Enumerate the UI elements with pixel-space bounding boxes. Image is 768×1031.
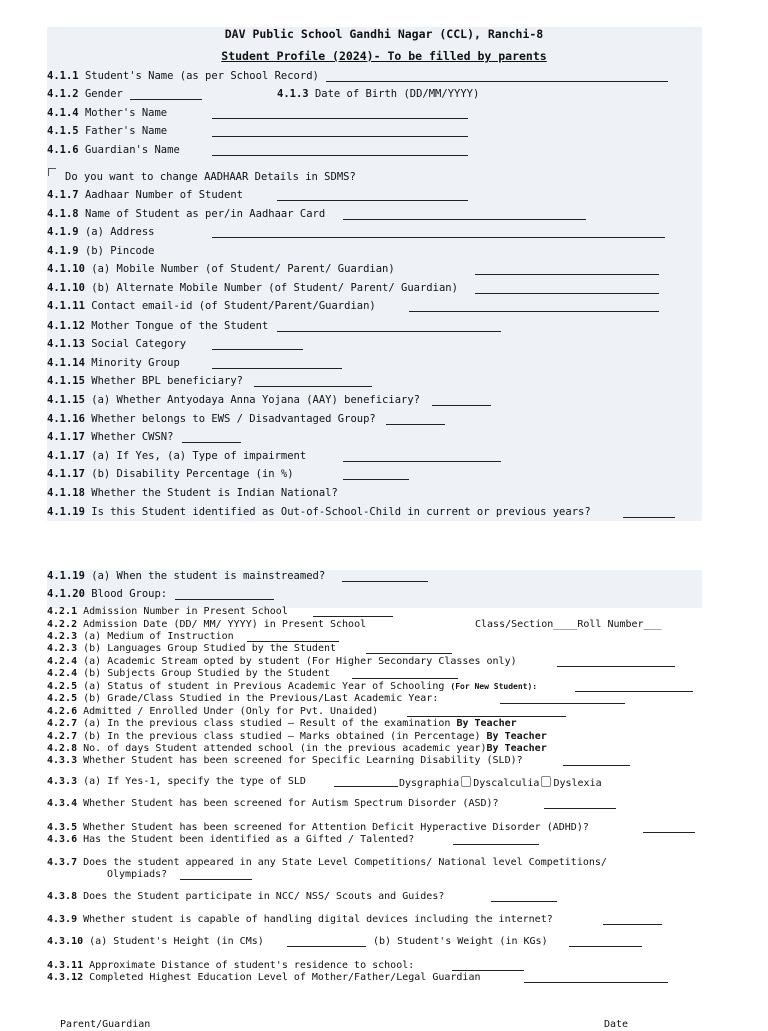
- field-competitions: 4.3.7 Does the student appeared in any State Level Competitions/ National level Competitions/: [47, 857, 607, 868]
- footer-parent-signature: Parent/Guardian: [60, 1019, 151, 1030]
- field-social-category: 4.1.13 Social Category: [47, 338, 187, 350]
- field-asd: 4.3.4 Whether Student has been screened for Autism Spectrum Disorder (ASD)?: [47, 798, 499, 809]
- field-prev-grade: 4.2.5 (b) Grade/Class Studied in the Previous/Last Academic Year:: [47, 693, 439, 704]
- ncc-line[interactable]: [491, 901, 557, 902]
- gender-line[interactable]: [130, 99, 202, 100]
- field-weight: (b) Student's Weight (in KGs): [373, 936, 548, 947]
- field-aay: 4.1.15 (a) Whether Antyodaya Anna Yojana (AAY) beneficiary?: [47, 394, 420, 406]
- admitted-under-line[interactable]: [407, 716, 566, 717]
- field-mainstreamed: 4.1.19 (a) When the student is mainstreamed?: [47, 570, 326, 582]
- field-aadhaar-number: 4.1.7 Aadhaar Number of Student: [47, 189, 243, 201]
- field-student-name: 4.1.1 Student's Name (as per School Record): [47, 70, 319, 82]
- subjects-line[interactable]: [352, 678, 458, 679]
- mother-tongue-line[interactable]: [277, 331, 501, 332]
- sld-options: Dysgraphia Dyscalculia Dyslexia: [399, 778, 602, 789]
- field-subjects: 4.2.4 (b) Subjects Group Studied by the Student: [47, 668, 330, 679]
- field-digital: 4.3.9 Whether student is capable of handling digital devices including the internet?: [47, 914, 553, 925]
- field-mother-tongue: 4.1.12 Mother Tongue of the Student: [47, 320, 269, 332]
- field-prev-marks: 4.2.7 (b) In the previous class studied – Marks obtained (in Percentage) By Teacher: [47, 731, 547, 742]
- distance-line[interactable]: [452, 970, 524, 971]
- field-aadhaar-change: Do you want to change AADHAAR Details in SDMS?: [65, 171, 356, 183]
- field-ncc: 4.3.8 Does the Student participate in NCC/ NSS/ Scouts and Guides?: [47, 891, 445, 902]
- cwsn-line[interactable]: [182, 442, 241, 443]
- field-aadhaar-name: 4.1.8 Name of Student as per/in Aadhaar Card: [47, 208, 326, 220]
- adhd-line[interactable]: [643, 832, 695, 833]
- blood-group-line[interactable]: [175, 599, 274, 600]
- field-admitted-under: 4.2.6 Admitted / Enrolled Under (Only for Pvt. Unaided): [47, 706, 379, 717]
- social-category-line[interactable]: [212, 349, 303, 350]
- field-alt-mobile: 4.1.10 (b) Alternate Mobile Number (of Student/ Parent/ Guardian): [47, 282, 458, 294]
- prev-status-line[interactable]: [575, 691, 693, 692]
- competitions-line[interactable]: [180, 879, 252, 880]
- field-blood-group: 4.1.20 Blood Group:: [47, 588, 168, 600]
- digital-line[interactable]: [603, 924, 662, 925]
- school-name: DAV Public School Gandhi Nagar (CCL), Ranchi-8: [224, 27, 544, 41]
- field-gifted: 4.3.6 Has the Student been identified as a Gifted / Talented?: [47, 834, 415, 845]
- gifted-line[interactable]: [453, 844, 539, 845]
- field-admission-number: 4.2.1 Admission Number in Present School: [47, 606, 288, 617]
- field-attendance-days: 4.2.8 No. of days Student attended school (in the previous academic year)By Teacher: [47, 743, 547, 754]
- field-prev-result: 4.2.7 (a) In the previous class studied – Result of the examination By Teacher: [47, 718, 517, 729]
- field-ews: 4.1.16 Whether belongs to EWS / Disadvantaged Group?: [47, 413, 376, 425]
- height-line[interactable]: [287, 946, 366, 947]
- sld-screened-line[interactable]: [563, 765, 630, 766]
- impairment-line[interactable]: [343, 461, 501, 462]
- field-dob: 4.1.3 Date of Birth (DD/MM/YYYY): [277, 88, 480, 100]
- footer-date: Date: [604, 1019, 629, 1030]
- languages-line[interactable]: [366, 653, 452, 654]
- aadhaar-number-line[interactable]: [277, 200, 468, 201]
- field-stream: 4.2.4 (a) Academic Stream opted by student (For Higher Secondary Classes only): [47, 656, 517, 667]
- field-sld-screened: 4.3.3 Whether Student has been screened for Specific Learning Disability (SLD)?: [47, 755, 523, 766]
- dyscalculia-checkbox[interactable]: [541, 776, 551, 787]
- field-mother-name: 4.1.4 Mother's Name: [47, 107, 168, 119]
- email-line[interactable]: [409, 311, 659, 312]
- field-medium: 4.2.3 (a) Medium of Instruction: [47, 631, 234, 642]
- asd-line[interactable]: [544, 808, 616, 809]
- minority-group-line[interactable]: [212, 368, 342, 369]
- field-height: 4.3.10 (a) Student's Height (in CMs): [47, 936, 264, 947]
- education-level-line[interactable]: [524, 982, 668, 983]
- field-impairment: 4.1.17 (a) If Yes, (a) Type of impairment: [47, 450, 307, 462]
- prev-grade-line[interactable]: [500, 703, 625, 704]
- admission-number-line[interactable]: [313, 616, 393, 617]
- field-distance: 4.3.11 Approximate Distance of student's residence to school:: [47, 960, 415, 971]
- dysgraphia-checkbox[interactable]: [461, 776, 471, 787]
- field-out-of-school: 4.1.19 Is this Student identified as Out-of-School-Child in current or previous years?: [47, 506, 591, 518]
- field-education-level: 4.3.12 Completed Highest Education Level of Mother/Father/Legal Guardian: [47, 972, 481, 983]
- bpl-line[interactable]: [254, 386, 372, 387]
- field-admission-date: 4.2.2 Admission Date (DD/ MM/ YYYY) in Present School: [47, 619, 367, 630]
- student-name-line[interactable]: [326, 81, 668, 82]
- field-pincode: 4.1.9 (b) Pincode: [47, 245, 155, 257]
- field-gender: 4.1.2 Gender: [47, 88, 123, 100]
- guardian-name-line[interactable]: [212, 155, 468, 156]
- field-guardian-name: 4.1.6 Guardian's Name: [47, 144, 180, 156]
- field-email: 4.1.11 Contact email-id (of Student/Parent/Guardian): [47, 300, 376, 312]
- aadhaar-change-checkbox[interactable]: [48, 168, 56, 176]
- field-adhd: 4.3.5 Whether Student has been screened for Attention Deficit Hyperactive Disorder (ADHD)?: [47, 822, 589, 833]
- out-of-school-line[interactable]: [623, 517, 675, 518]
- field-class-section-roll: Class/Section____Roll Number___: [475, 619, 662, 630]
- field-olympiads: Olympiads?: [107, 869, 168, 880]
- alt-mobile-line[interactable]: [475, 293, 659, 294]
- mobile-line[interactable]: [475, 274, 659, 275]
- mother-name-line[interactable]: [212, 118, 468, 119]
- field-indian-national: 4.1.18 Whether the Student is Indian National?: [47, 487, 338, 499]
- sld-type-line[interactable]: [334, 786, 398, 787]
- mainstreamed-line[interactable]: [342, 581, 428, 582]
- field-languages: 4.2.3 (b) Languages Group Studied by the Student: [47, 643, 337, 654]
- aay-line[interactable]: [432, 405, 491, 406]
- field-prev-status: 4.2.5 (a) Status of student in Previous Academic Year of Schooling (For New Student):: [47, 681, 538, 692]
- field-address: 4.1.9 (a) Address: [47, 226, 155, 238]
- field-disability-percent: 4.1.17 (b) Disability Percentage (in %): [47, 468, 294, 480]
- field-minority-group: 4.1.14 Minority Group: [47, 357, 180, 369]
- form-title: Student Profile (2024)- To be filled by parents: [221, 49, 547, 63]
- field-bpl: 4.1.15 Whether BPL beneficiary?: [47, 375, 243, 387]
- field-mobile: 4.1.10 (a) Mobile Number (of Student/ Parent/ Guardian): [47, 263, 395, 275]
- address-line[interactable]: [212, 237, 665, 238]
- weight-line[interactable]: [569, 946, 642, 947]
- disability-percent-line[interactable]: [343, 479, 409, 480]
- father-name-line[interactable]: [212, 136, 468, 137]
- field-father-name: 4.1.5 Father's Name: [47, 125, 168, 137]
- stream-line[interactable]: [557, 666, 675, 667]
- ews-line[interactable]: [386, 424, 445, 425]
- medium-line[interactable]: [247, 641, 339, 642]
- field-sld-type: 4.3.3 (a) If Yes-1, specify the type of SLD: [47, 776, 306, 787]
- aadhaar-name-line[interactable]: [343, 219, 586, 220]
- field-cwsn: 4.1.17 Whether CWSN?: [47, 431, 174, 443]
